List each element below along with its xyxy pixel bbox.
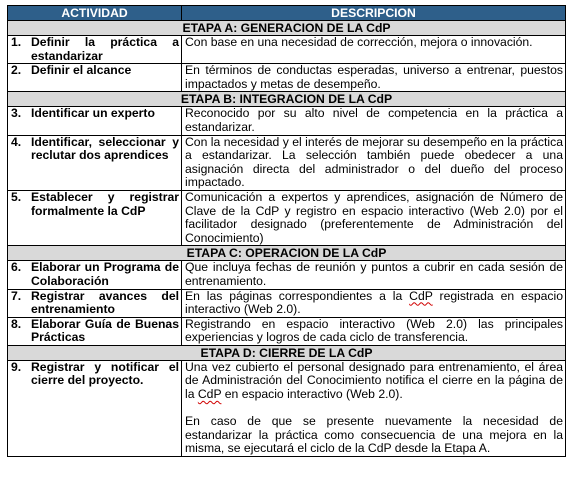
- table-row: [8, 107, 566, 135]
- table-row: [8, 289, 566, 317]
- table-row: [8, 360, 566, 456]
- description-cell: [182, 360, 566, 456]
- description-text: en espacio interactivo (Web 2.0).: [221, 387, 403, 402]
- description-paragraph: En caso de que se presente nuevamente la necesidad de estandarizar la práctica como consecuencia de una mejora en la misma, se ejecutará el ciclo de la CdP desde la Etapa A.: [185, 414, 563, 456]
- spellcheck-word: CdP: [197, 387, 222, 402]
- stage-title: ETAPA A: GENERACION DE LA CdP: [8, 21, 566, 36]
- row-number: 1.: [11, 35, 22, 49]
- activity-text: Identificar un experto: [31, 106, 155, 121]
- description-cell: En términos de conductas esperadas, universo a entrenar, puestos impactados y metas de desempeño.: [182, 64, 566, 92]
- activity-cell: [8, 360, 182, 456]
- table-row: [8, 36, 566, 64]
- stage-row-d: [8, 345, 566, 360]
- stage-row-c: [8, 246, 566, 261]
- activity-text: Registrar avances del entrenamiento: [31, 288, 179, 317]
- stage-row-b: [8, 92, 566, 107]
- row-number: 8.: [11, 316, 22, 331]
- activity-text: Elaborar un Programa de Colaboración: [31, 260, 179, 288]
- description-paragraph: [185, 361, 563, 402]
- description-cell: Comunicación a expertos y aprendices, asignación de Número de Clave de la CdP y registro en espacio interactivo (Web 2.0) por el facilitador designado (preferentemente de Administración del Conocimiento): [182, 190, 566, 245]
- activity-cell: [8, 64, 182, 92]
- description-text: Una vez cubierto el personal designado para entrenamiento, el área de Administración del Conocimiento notifica el cierre en la página de la: [185, 359, 563, 402]
- activity-text: Identificar, seleccionar y reclutar dos aprendices: [31, 134, 179, 163]
- stage-row-a: [8, 21, 566, 36]
- description-cell: Reconocido por su alto nivel de competencia en la práctica a estandarizar.: [182, 107, 566, 135]
- activity-cell: [8, 317, 182, 345]
- activity-text: Establecer y registrar formalmente la CdP: [31, 189, 179, 218]
- stage-title: ETAPA B: INTEGRACION DE LA CdP: [8, 92, 566, 107]
- activity-cell: [8, 190, 182, 245]
- row-number: 6.: [11, 260, 22, 275]
- row-number: 7.: [11, 288, 22, 303]
- table-row: [8, 317, 566, 345]
- activity-text: Definir el alcance: [31, 63, 132, 78]
- activity-text: Elaborar Guía de Buenas Prácticas: [31, 316, 179, 345]
- table-row: [8, 190, 566, 245]
- row-number: 5.: [11, 189, 22, 204]
- description-cell: Con la necesidad y el interés de mejorar su desempeño en la práctica a estandarizar. La selección también puede obedecer a una asignación directa del administrador o del dueño del proceso impactado.: [182, 135, 566, 190]
- paragraph-gap: [185, 402, 563, 416]
- row-number: 3.: [11, 106, 22, 121]
- activity-cell: [8, 135, 182, 190]
- header-description: DESCRIPCION: [182, 6, 566, 21]
- cdp-activities-table: [7, 5, 566, 457]
- row-number: 2.: [11, 63, 22, 78]
- cdp-table-container: [7, 5, 565, 457]
- description-text: En las páginas correspondientes a la: [185, 288, 410, 303]
- row-number: 9.: [11, 359, 22, 374]
- description-cell: Con base en una necesidad de corrección, mejora o innovación.: [182, 36, 566, 64]
- row-number: 4.: [11, 134, 22, 149]
- activity-text: Definir la práctica a estandarizar: [31, 35, 179, 63]
- activity-cell: [8, 289, 182, 317]
- description-text: registrada en espacio interactivo (Web 2.0).: [185, 288, 563, 317]
- header-activity: ACTIVIDAD: [8, 6, 182, 21]
- description-cell: Registrando en espacio interactivo (Web 2.0) las principales experiencias y logros de cada ciclo de transferencia.: [182, 317, 566, 345]
- activity-cell: [8, 261, 182, 289]
- activity-cell: [8, 36, 182, 64]
- table-row: [8, 135, 566, 190]
- table-row: [8, 64, 566, 92]
- table-header-row: [8, 6, 566, 21]
- spellcheck-word: CdP: [409, 288, 433, 303]
- description-cell: [182, 289, 566, 317]
- stage-title: ETAPA C: OPERACION DE LA CdP: [8, 246, 566, 261]
- stage-title: ETAPA D: CIERRE DE LA CdP: [8, 345, 566, 360]
- activity-cell: [8, 107, 182, 135]
- activity-text: Registrar y notificar el cierre del proyecto.: [31, 359, 179, 388]
- table-row: [8, 261, 566, 289]
- description-cell: Que incluya fechas de reunión y puntos a cubrir en cada sesión de entrenamiento.: [182, 261, 566, 289]
